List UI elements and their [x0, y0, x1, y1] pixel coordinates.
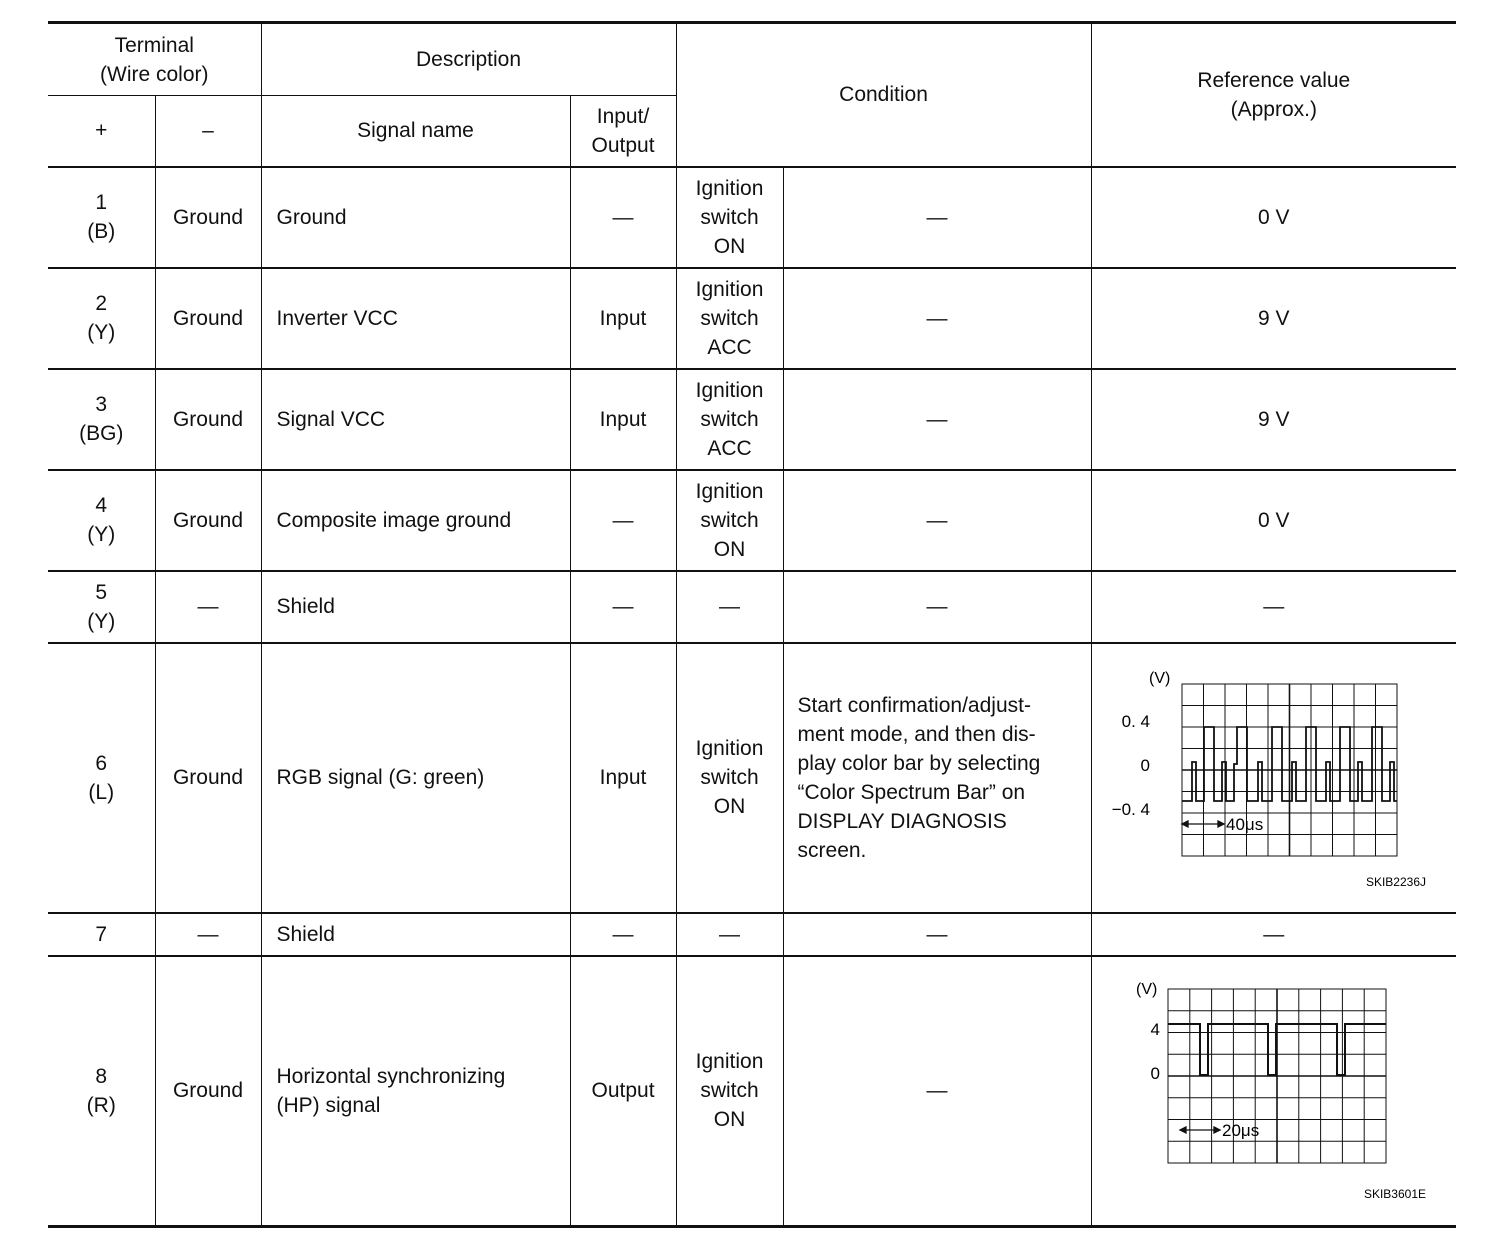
minus-cell: — [155, 571, 261, 643]
signal-name-cell: Shield [261, 913, 570, 956]
reference-waveform-cell [1091, 643, 1456, 913]
table-row [48, 643, 1456, 913]
reference-value-cell: — [1091, 913, 1456, 956]
condition-cell: — [783, 571, 1091, 643]
ignition-cell [676, 643, 783, 913]
condition-cell: — [783, 956, 1091, 1227]
table-row [48, 956, 1456, 1227]
terminal-number: 5 [95, 580, 108, 604]
wire-color-label: (Wire color) [100, 62, 209, 86]
reference-value-cell: 0 V [1091, 470, 1456, 571]
wire-color: (BG) [79, 422, 124, 445]
reference-value-cell: — [1091, 571, 1456, 643]
wire-color: (B) [87, 220, 116, 243]
condition-line: DISPLAY DIAGNOSIS [797, 809, 1007, 833]
waveform-tick: 0. 4 [1121, 711, 1150, 731]
ignition-cell [676, 268, 783, 369]
waveform-code: SKIB3601E [1363, 1186, 1426, 1201]
signal-name-cell: Composite image ground [261, 470, 570, 571]
condition-cell: — [783, 470, 1091, 571]
terminal-number: 1 [95, 191, 108, 214]
ignition-line-2: switch [700, 205, 759, 229]
table-row [48, 470, 1456, 571]
condition-cell: — [783, 268, 1091, 369]
terminal-cell [48, 643, 155, 913]
table-row [48, 571, 1456, 643]
wire-color: (Y) [87, 523, 116, 546]
signal-name-cell: RGB signal (G: green) [261, 643, 570, 913]
wire-color: (Y) [87, 609, 116, 633]
terminal-cell: 7 [48, 913, 155, 956]
waveform-tick: 0 [1140, 755, 1150, 775]
input-output-label-2: Output [591, 133, 655, 157]
ignition-cell [676, 470, 783, 571]
signal-name-cell: Shield [261, 571, 570, 643]
ignition-line-3: ON [713, 1108, 746, 1131]
io-cell: Input [570, 369, 676, 470]
ignition-line-1: Ignition [695, 737, 764, 760]
io-cell: Input [570, 268, 676, 369]
ignition-line-1: Ignition [695, 378, 764, 402]
terminal-number: 2 [95, 292, 108, 315]
waveform-time-label: 20μs [1221, 1120, 1259, 1140]
signal-name-header: Signal name [261, 96, 570, 167]
minus-cell: Ground [155, 643, 261, 913]
approx-label: (Approx.) [1230, 97, 1317, 121]
condition-cell: — [783, 167, 1091, 268]
io-cell: Input [570, 643, 676, 913]
waveform-unit: (V) [1148, 669, 1171, 687]
input-output-label-1: Input/ [596, 104, 650, 128]
condition-cell: — [783, 369, 1091, 470]
reference-waveform-cell [1091, 956, 1456, 1227]
ignition-cell: — [676, 571, 783, 643]
terminal-cell [48, 268, 155, 369]
io-cell: — [570, 470, 676, 571]
terminal-cell [48, 470, 155, 571]
ignition-line-3: ACC [707, 436, 752, 460]
io-cell: — [570, 913, 676, 956]
waveform-tick: −0. 4 [1111, 799, 1150, 819]
ignition-line-1: Ignition [695, 1050, 764, 1073]
terminal-number: 4 [95, 494, 108, 517]
io-cell: Output [570, 956, 676, 1227]
ignition-line-3: ON [713, 795, 746, 818]
signal-name-line: (HP) signal [276, 1093, 381, 1117]
condition-line: Start confirmation/adjust- [797, 693, 1031, 717]
table-row [48, 167, 1456, 268]
terminal-number: 6 [95, 751, 108, 775]
wire-color: (L) [88, 780, 115, 804]
terminal-reference-table [48, 21, 1456, 1228]
minus-cell: Ground [155, 167, 261, 268]
ignition-line-1: Ignition [695, 277, 764, 301]
reference-value-header [1091, 23, 1456, 167]
terminal-number: 8 [95, 1064, 108, 1088]
signal-name-cell: Ground [261, 167, 570, 268]
wire-color: (R) [86, 1093, 116, 1117]
condition-cell [783, 643, 1091, 913]
reference-value-cell: 9 V [1091, 369, 1456, 470]
wire-color: (Y) [87, 321, 116, 344]
io-cell: — [570, 167, 676, 268]
minus-cell: Ground [155, 956, 261, 1227]
ignition-line-3: ACC [707, 335, 752, 359]
ignition-line-3: ON [713, 537, 746, 561]
ignition-line-2: switch [700, 1079, 759, 1102]
terminal-label: Terminal [114, 33, 194, 57]
waveform-code: SKIB2236J [1365, 874, 1426, 889]
description-header: Description [261, 23, 676, 96]
condition-line: “Color Spectrum Bar” on [797, 780, 1026, 804]
ignition-line-2: switch [700, 306, 759, 330]
table-row [48, 913, 1456, 956]
waveform-time-arrow [1180, 1127, 1220, 1133]
reference-value-cell: 9 V [1091, 268, 1456, 369]
minus-cell: Ground [155, 470, 261, 571]
minus-cell: Ground [155, 369, 261, 470]
plus-header: + [48, 96, 155, 167]
terminal-header [48, 23, 261, 96]
reference-value-cell: 0 V [1091, 167, 1456, 268]
reference-value-label: Reference value [1197, 68, 1351, 92]
signal-name-cell: Signal VCC [261, 369, 570, 470]
waveform-trace [1168, 1024, 1386, 1075]
ignition-cell: — [676, 913, 783, 956]
condition-line: play color bar by selecting [797, 751, 1041, 775]
waveform-tick: 0 [1150, 1063, 1160, 1083]
table-row [48, 369, 1456, 470]
io-cell: — [570, 571, 676, 643]
condition-line: ment mode, and then dis- [797, 722, 1036, 746]
ignition-cell [676, 956, 783, 1227]
terminal-cell [48, 956, 155, 1227]
signal-name-line: Horizontal synchronizing [276, 1064, 506, 1088]
condition-cell: — [783, 913, 1091, 956]
signal-name-cell [261, 956, 570, 1227]
minus-header: – [155, 96, 261, 167]
ignition-line-2: switch [700, 407, 759, 431]
waveform-time-label: 40μs [1225, 814, 1263, 834]
ignition-line-3: ON [713, 234, 746, 258]
rgb-waveform [1092, 644, 1456, 904]
terminal-cell [48, 571, 155, 643]
signal-name-cell: Inverter VCC [261, 268, 570, 369]
waveform-unit: (V) [1135, 980, 1158, 998]
spec-table [48, 21, 1456, 1228]
ignition-line-1: Ignition [695, 479, 764, 503]
condition-line: screen. [797, 838, 867, 862]
minus-cell: — [155, 913, 261, 956]
terminal-cell [48, 369, 155, 470]
condition-header: Condition [676, 23, 1091, 167]
table-row [48, 268, 1456, 369]
hp-waveform [1092, 957, 1456, 1217]
ignition-line-2: switch [700, 508, 759, 532]
input-output-header [570, 96, 676, 167]
terminal-number: 3 [95, 393, 108, 416]
ignition-cell [676, 369, 783, 470]
waveform-tick: 4 [1150, 1019, 1160, 1039]
ignition-line-2: switch [700, 766, 759, 789]
ignition-cell [676, 167, 783, 268]
minus-cell: Ground [155, 268, 261, 369]
terminal-cell [48, 167, 155, 268]
ignition-line-1: Ignition [695, 176, 764, 200]
